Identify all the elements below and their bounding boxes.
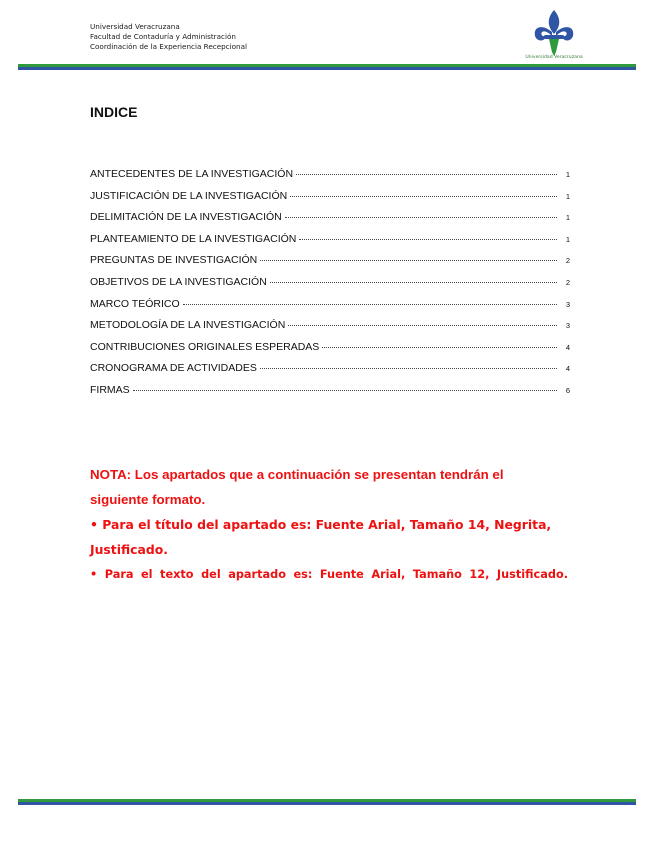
- toc-leader: [288, 325, 557, 326]
- toc-entry[interactable]: [90, 298, 570, 320]
- toc-label: PLANTEAMIENTO DE LA INVESTIGACIÓN: [90, 232, 297, 245]
- footer-rule-blue: [18, 802, 636, 805]
- note-text-format: • Para el texto del apartado es: Fuente Arial, Tamaño 12, Justificado.: [90, 568, 568, 581]
- toc-leader: [290, 196, 557, 197]
- document-header: [90, 22, 247, 52]
- toc-entry[interactable]: [90, 233, 570, 255]
- toc-entry[interactable]: [90, 254, 570, 276]
- toc-leader: [260, 368, 557, 369]
- header-faculty: Facultad de Contaduría y Administración: [90, 32, 236, 41]
- logo-caption: Universidad Veracruzana: [525, 55, 583, 60]
- toc-label: CONTRIBUCIONES ORIGINALES ESPERADAS: [90, 340, 320, 353]
- note-line: siguiente formato.: [90, 492, 206, 507]
- note-title-format: • Para el título del apartado es: Fuente Arial, Tamaño 14, Negrita,: [90, 517, 552, 532]
- toc-page: 1: [565, 213, 570, 223]
- page-title: INDICE: [90, 104, 138, 120]
- note-line: Justificado.: [90, 542, 168, 557]
- toc-leader: [260, 260, 557, 261]
- toc-label: FIRMAS: [90, 383, 130, 396]
- toc-leader: [183, 304, 557, 305]
- toc-leader: [322, 347, 557, 348]
- format-note: [90, 462, 568, 587]
- table-of-contents: [90, 168, 570, 406]
- toc-page: 2: [565, 256, 570, 266]
- note-line: NOTA: Los apartados que a continuación se presentan tendrán el: [90, 467, 504, 482]
- header-rule-blue: [18, 67, 636, 70]
- toc-page: 4: [565, 364, 570, 374]
- header-coordination: Coordinación de la Experiencia Recepcional: [90, 42, 247, 51]
- toc-page: 1: [565, 191, 570, 201]
- toc-page: 6: [565, 385, 570, 395]
- toc-label: METODOLOGÍA DE LA INVESTIGACIÓN: [90, 319, 286, 332]
- toc-label: PREGUNTAS DE INVESTIGACIÓN: [90, 254, 258, 267]
- toc-label: JUSTIFICACIÓN DE LA INVESTIGACIÓN: [90, 189, 288, 202]
- toc-entry[interactable]: [90, 190, 570, 212]
- toc-leader: [299, 239, 557, 240]
- toc-page: 1: [565, 234, 570, 244]
- toc-entry[interactable]: [90, 319, 570, 341]
- toc-page: 2: [565, 277, 570, 287]
- toc-leader: [285, 217, 557, 218]
- toc-entry[interactable]: [90, 168, 570, 190]
- toc-label: ANTECEDENTES DE LA INVESTIGACIÓN: [90, 168, 294, 180]
- toc-page: 3: [565, 321, 570, 331]
- toc-entry[interactable]: [90, 384, 570, 406]
- toc-label: OBJETIVOS DE LA INVESTIGACIÓN: [90, 275, 267, 288]
- toc-leader: [133, 390, 557, 391]
- header-university: Universidad Veracruzana: [90, 22, 180, 31]
- toc-label: MARCO TEÓRICO: [90, 297, 180, 310]
- toc-entry[interactable]: [90, 276, 570, 298]
- toc-label: CRONOGRAMA DE ACTIVIDADES: [90, 362, 257, 375]
- toc-leader: [270, 282, 557, 283]
- toc-page: 3: [565, 299, 570, 309]
- toc-label: DELIMITACIÓN DE LA INVESTIGACIÓN: [90, 211, 282, 224]
- toc-entry[interactable]: [90, 211, 570, 233]
- toc-leader: [296, 174, 557, 175]
- toc-entry[interactable]: [90, 341, 570, 363]
- toc-page: 1: [565, 170, 570, 179]
- toc-entry[interactable]: [90, 362, 570, 384]
- toc-page: 4: [565, 342, 570, 352]
